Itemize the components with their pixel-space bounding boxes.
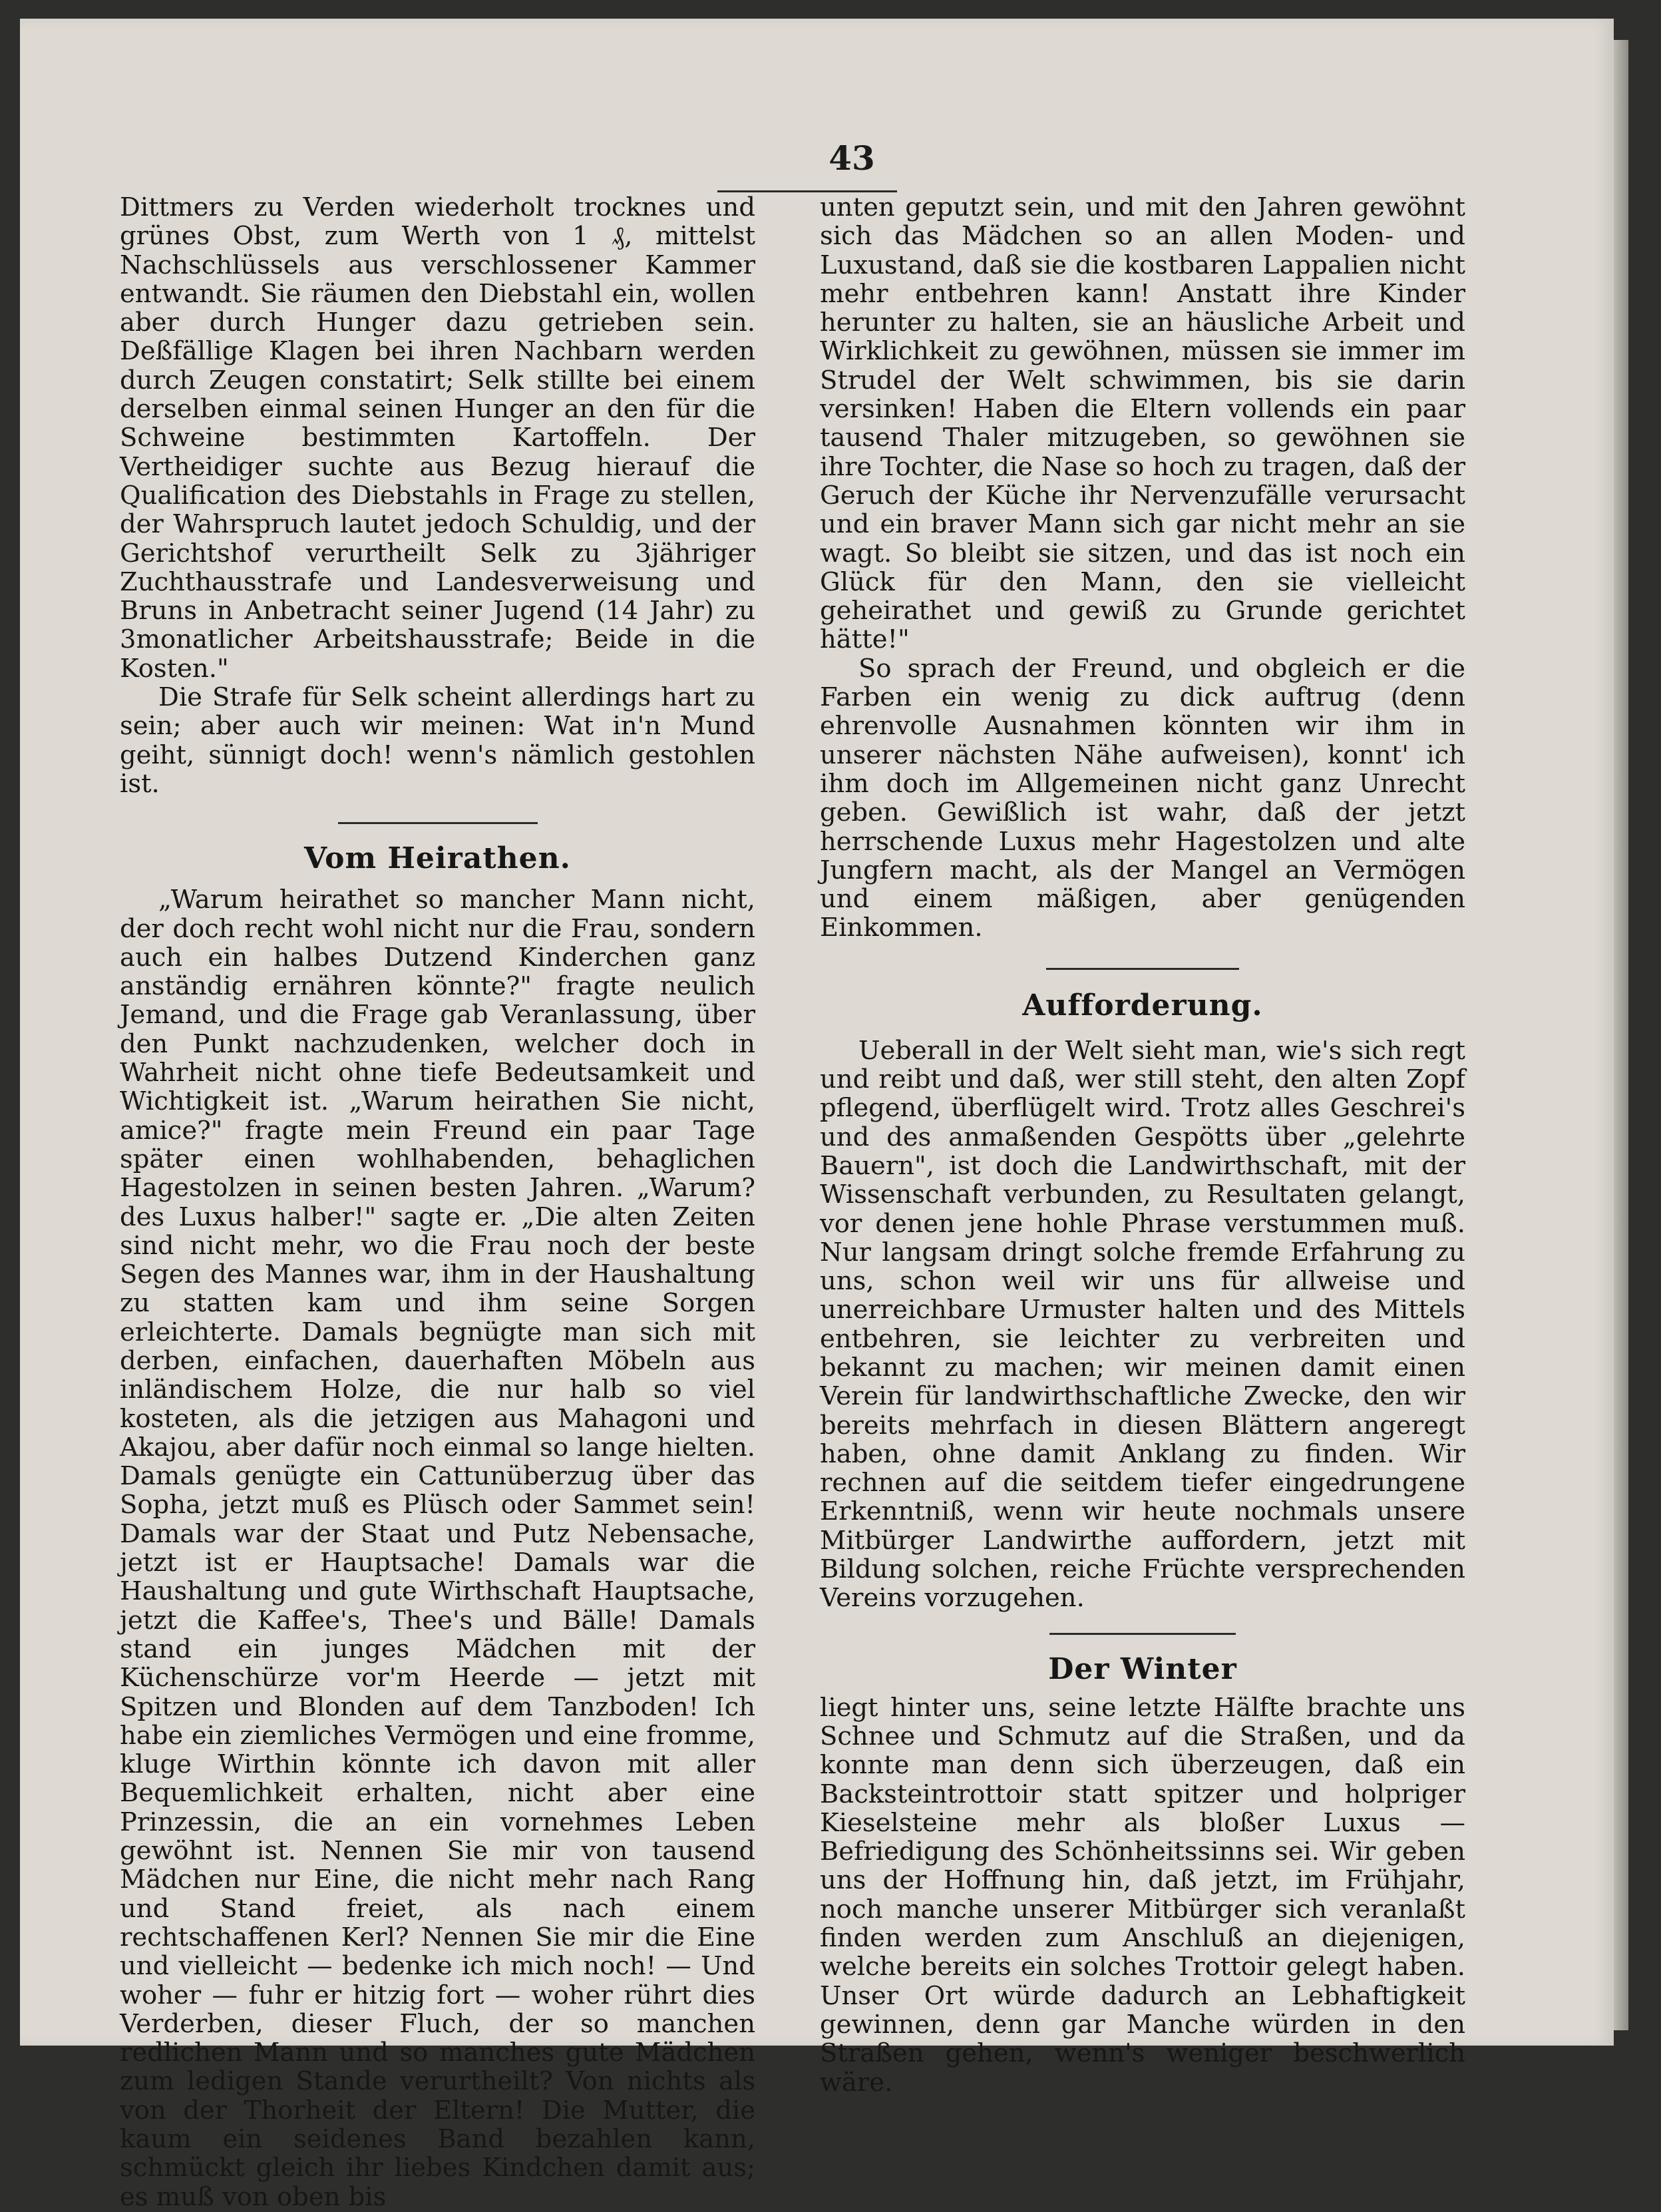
section-body-heirathen: „Warum heirathet so mancher Mann nicht, der doch recht wohl nicht nur die Frau, sondern auch ein halbes Dutzend Kinderchen ganz anständig ernähren könnte?" fragte neulich Jemand, und die Frage gab Veranlassung, über den Punkt nachzudenken, welcher doch in Wahrheit nicht ohne tiefe Bedeutsamkeit und Wichtigkeit ist. „Warum heirathen Sie nicht, amice?" fragte mein Freund ein paar Tage später einen wohlhabenden, behaglichen Hagestolzen in seinen besten Jahren. „Warum? des Luxus halber!" sagte er. „Die alten Zeiten sind nicht mehr, wo die Frau noch der beste Segen des Mannes war, ihm in der Haushaltung zu statten kam und ihm seine Sorgen erleichterte. Damals begnügte man sich mit derben, einfachen, dauerhaften Möbeln aus inländischem Holze, die nur halb so viel kosteten, als die jetzigen aus Mahagoni und Akajou, aber dafür noch einmal so lange hielten. Damals genügte ein Cattunüberzug über das Sopha, jetzt muß es Plüsch oder Sammet sein! Damals war der Staat und Putz Nebensache, jetzt ist er Hauptsache! Damals war die Haushaltung und gute Wirthschaft Hauptsache, jetzt die Kaffee's, Thee's und Bälle! Damals stand ein junges Mädchen mit der Küchenschürze vor'm Heerde — jetzt mit Spitzen und Blonden auf dem Tanzboden! Ich habe ein ziemliches Vermögen und eine fromme, kluge Wirthin könnte ich davon mit aller Bequemlichkeit erhalten, nicht aber eine Prinzessin, die an ein vornehmes Leben gewöhnt ist. Nennen Sie mir von tausend Mädchen nur Eine, die nicht mehr nach Rang und Stand freiet, als nach einem rechtschaffenen Kerl? Nennen Sie mir die Eine und vielleicht — bedenke ich mich noch! — Und woher — fuhr er hitzig fort — woher rührt dies Verderben, dieser Fluch, der so manchen redlichen Mann und so manches gute Mädchen zum ledigen Stande verurtheilt? Von nichts als von der Thorheit der Eltern! Die Mutter, die kaum ein seidenes Band bezahlen kann, schmückt gleich ihr liebes Kindchen damit aus; es muß von oben bis bbox=[120, 885, 755, 2212]
page-number: 43 bbox=[829, 138, 875, 178]
left-column bbox=[120, 193, 755, 2211]
intro-paragraph: Dittmers zu Verden wiederholt trocknes und grünes Obst, zum Werth von 1 ₰, mittelst Nachschlüssels aus verschlossener Kammer entwandt. Sie räumen den Diebstahl ein, wollen aber durch Hunger dazu getrieben sein. Deßfällige Klagen bei ihren Nachbarn werden durch Zeugen constatirt; Selk stillte bei einem derselben einmal seinen Hunger an den für die Schweine bestimmten Kartoffeln. Der Vertheidiger suchte aus Bezug hierauf die Qualification des Diebstahls in Frage zu stellen, der Wahrspruch lautet jedoch Schuldig, und der Gerichtshof verurtheilt Selk zu 3jähriger Zuchthausstrafe und Landesverweisung und Bruns in Anbetracht seiner Jugend (14 Jahr) zu 3monatlicher Arbeitshausstrafe; Beide in die Kosten." bbox=[120, 192, 755, 684]
section-body-aufforderung: Ueberall in der Welt sieht man, wie's sich regt und reibt und daß, wer still steht, den alten Zopf pflegend, überflügelt wird. Trotz alles Geschrei's und des anmaßenden Gespötts über „gelehrte Bauern", ist doch die Landwirthschaft, mit der Wissenschaft verbunden, zu Resultaten gelangt, vor denen jene hohle Phrase verstummen muß. Nur langsam dringt solche fremde Erfahrung zu uns, schon weil wir uns für allweise und unerreichbare Urmuster halten und des Mittels entbehren, sie leichter zu verbreiten und bekannt zu machen; wir meinen damit einen Verein für landwirthschaftliche Zwecke, den wir bereits mehrfach in diesen Blättern angeregt haben, ohne damit Anklang zu finden. Wir rechnen auf die seitdem tiefer eingedrungene Erkenntniß, wenn wir heute nochmals unsere Mitbürger Landwirthe auffordern, jetzt mit Bildung solchen, reiche Früchte versprechenden Vereins vorzugehen. bbox=[820, 1035, 1465, 1614]
section-body-winter: liegt hinter uns, seine letzte Hälfte brachte uns Schnee und Schmutz auf die Straßen, und da konnte man denn sich überzeugen, daß ein Backsteintrottoir statt spitzer und holpriger Kieselsteine mehr als bloßer Luxus — Befriedigung des Schönheitssinns sei. Wir geben uns der Hoffnung hin, daß jetzt, im Frühjahr, noch manche unserer Mitbürger sich veranlaßt finden werden zum Anschluß an diejenigen, welche bereits ein solches Trottoir gelegt haben. Unser Ort würde dadurch an Lebhaftigkeit gewinnen, denn gar Manche würden in den Straßen gehen, wenn's weniger beschwerlich wäre. bbox=[820, 1692, 1465, 2098]
section-divider bbox=[1049, 1633, 1236, 1635]
continued-paragraph: unten geputzt sein, und mit den Jahren gewöhnt sich das Mädchen so an allen Moden- und Luxustand, daß sie die kostbaren Lappalien nicht mehr entbehren kann! Anstatt ihre Kinder herunter zu halten, sie an häusliche Arbeit und Wirklichkeit zu gewöhnen, müssen sie immer im Strudel der Welt schwimmen, bis sie darin versinken! Haben die Eltern vollends ein paar tausend Thaler mitzugeben, so gewöhnen sie ihre Tochter, die Nase so hoch zu tragen, daß der Geruch der Küche ihr Nervenzufälle verursacht und ein braver Mann sich gar nicht mehr an sie wagt. So bleibt sie sitzen, und das ist noch ein Glück für den Mann, den sie vielleicht geheirathet und gewiß zu Grunde gerichtet hätte!" bbox=[820, 192, 1465, 655]
section-heading-winter: Der Winter bbox=[1048, 1652, 1237, 1686]
section-heading-heirathen: Vom Heirathen. bbox=[304, 841, 571, 876]
section-divider bbox=[1046, 968, 1239, 970]
section-heading-aufforderung: Aufforderung. bbox=[1022, 988, 1263, 1022]
closing-paragraph: Die Strafe für Selk scheint allerdings hart zu sein; aber auch wir meinen: Wat in'n Mund geiht, sünnigt doch! wenn's nämlich gestohlen ist. bbox=[120, 682, 755, 799]
right-column bbox=[820, 193, 1465, 2097]
closing-paragraph-right: So sprach der Freund, und obgleich er die Farben ein wenig zu dick auftrug (denn ehrenvolle Ausnahmen könnten wir ihm in unserer nächsten Nähe aufweisen), konnt' ich ihm doch im Allgemeinen nicht ganz Unrecht geben. Gewißlich ist wahr, daß der jetzt herrschende Luxus mehr Hagestolzen und alte Jungfern macht, als der Mangel an Vermögen und einem mäßigen, aber genügenden Einkommen. bbox=[820, 653, 1465, 943]
section-divider bbox=[338, 822, 538, 824]
page-edge bbox=[1614, 40, 1628, 2030]
